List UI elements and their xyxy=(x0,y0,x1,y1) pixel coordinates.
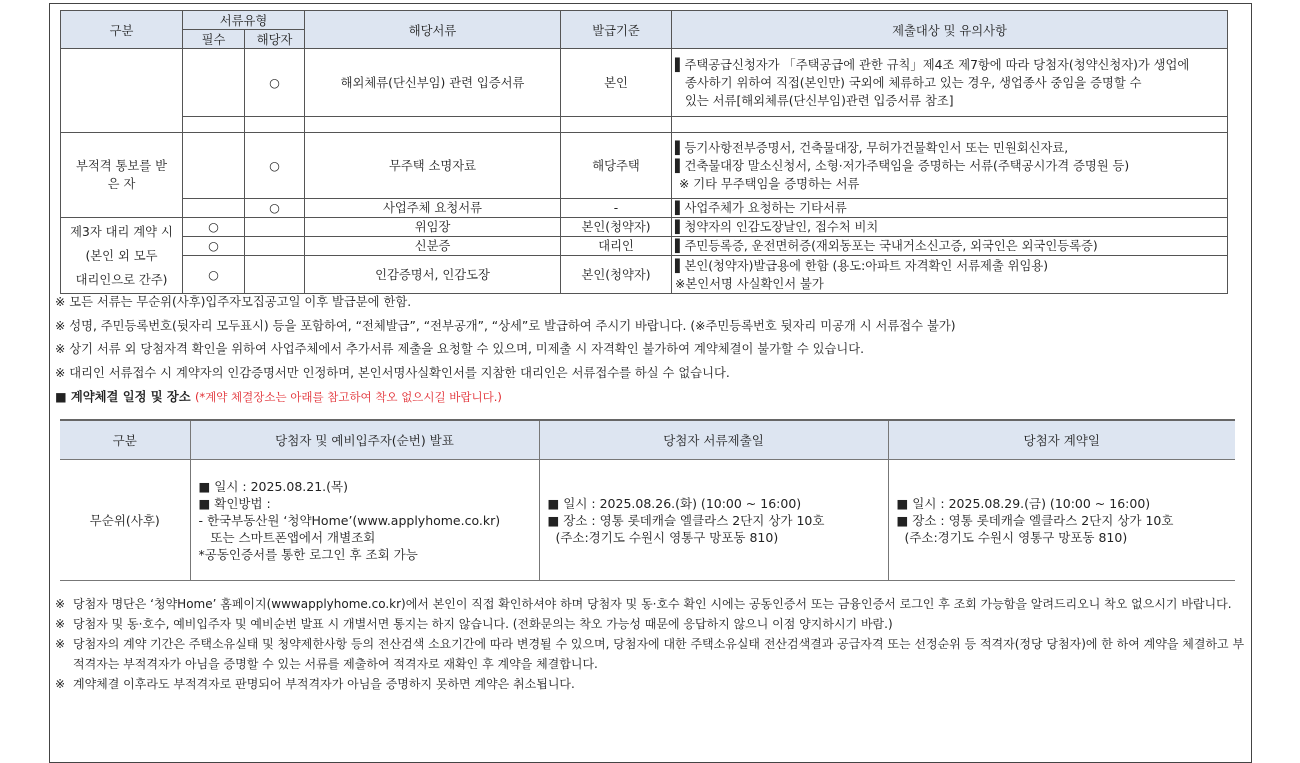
note-line: ※ 상기 서류 외 당첨자격 확인을 위하여 사업주체에서 추가서류 제출을 요청할 수 있으며, 미제출 시 자격확인 불가하여 계약체결이 불가할 수 있습니다. xyxy=(55,342,865,356)
table-row: ○ 신분증 대리인 ▌주민등록증, 운전면허증(재외동포는 국내거소신고증, 외국인은 외국인등록증) xyxy=(61,237,1228,256)
header-issue-basis: 발급기준 xyxy=(561,11,672,49)
required-documents-table xyxy=(60,10,1228,294)
header-notes: 제출대상 및 유의사항 xyxy=(672,11,1228,49)
notes-cell: ▌본인(청약자)발급용에 한함 (용도:아파트 자격확인 서류제출 위임용) ※본인서명 사실확인서 불가 xyxy=(672,256,1228,294)
section-note: (*계약 체결장소는 아래를 참고하여 착오 없으시길 바랍니다.) xyxy=(194,390,502,404)
footnote: ※ 계약체결 이후라도 부적격자로 판명되어 부적격자가 아님을 증명하지 못하면 계약은 취소됩니다. xyxy=(55,677,575,691)
announce-cell: ■ 일시 : 2025.08.21.(목) ■ 확인방법 : - 한국부동산원 ‘청약Home’(www.applyhome.co.kr) 또는 스마트폰앱에서 개별조회 *공동인증서를 통한 로그인 후 조회 가능 xyxy=(190,460,539,581)
header-document: 해당서류 xyxy=(305,11,561,49)
header-category: 구분 xyxy=(61,11,183,49)
table-row: 부적격 통보를 받은 자 ○ 무주택 소명자료 해당주택 ▌등기사항전부증명서, 건축물대장, 무허가건물확인서 또는 민원회신자료, ▌건축물대장 말소신청서, 소형·저가주택임을 증명하는 서류(주택공시가격 증명원 등) ※ 기타 무주택임을 증명하는 서류 xyxy=(61,133,1228,199)
header-doc-type: 서류유형 xyxy=(183,11,305,30)
header-required: 필수 xyxy=(183,30,245,49)
note-line: ※ 대리인 서류접수 시 계약자의 인감증명서만 인정하며, 본인서명사실확인서를 지참한 대리인은 서류접수를 하실 수 없습니다. xyxy=(55,365,730,380)
header-applicable: 해당자 xyxy=(245,30,305,49)
proxy-category: 제3자 대리 계약 시 (본인 외 모두 대리인으로 간주) xyxy=(61,218,183,294)
general-notes xyxy=(55,291,956,385)
footnotes xyxy=(55,594,1250,694)
notes-cell: ▌주택공급신청자가 「주택공급에 관한 규칙」제4조 제7항에 따라 당첨자(청약신청자)가 생업에 종사하기 위하여 직접(본인만) 국외에 체류하고 있는 경우, 생업종사 중임을 증명할 수 있는 서류[해외체류(단신부임)관련 입증서류 참조] xyxy=(672,49,1228,117)
schedule-header: 당첨자 및 예비입주자(순번) 발표 xyxy=(190,420,539,460)
submit-cell: ■ 일시 : 2025.08.26.(화) (10:00 ~ 16:00) ■ 장소 : 영통 롯데캐슬 엘클라스 2단지 상가 10호 (주소:경기도 수원시 영통구 망포동 810) xyxy=(539,460,888,581)
note-line: ※ 성명, 주민등록번호(뒷자리 모두표시) 등을 포함하여, “전체발급”, “전부공개”, “상세”로 발급하여 주시기 바랍니다. (※주민등록번호 뒷자리 미공개 시 서류접수 불가) xyxy=(55,318,956,333)
footnote: ※ 당첨자 및 동·호수, 예비입주자 및 예비순번 발표 시 개별서면 통지는 하지 않습니다. (전화문의는 착오 가능성 때문에 응답하지 않으니 이점 양지하시기 바람.) xyxy=(55,617,893,631)
footnote: ※ 당첨자의 계약 기간은 주택소유실태 및 청약제한사항 등의 전산검색 소요기간에 따라 변경될 수 있으며, 당첨자에 대한 주택소유실태 전산검색결과 공급자격 또는 선정순위 등 적격자(정당 당첨자)에 한 하여 계약을 체결하고 부적격자는 부적격자가 아님을 증명할 수 있는 서류를 제출하여 적격자로 재확인 후 계약을 체결합니다. xyxy=(55,637,1245,671)
note-line: ※ 모든 서류는 무순위(사후)입주자모집공고일 이후 발급분에 한함. xyxy=(55,295,412,309)
table-row: 제3자 대리 계약 시 (본인 외 모두 대리인으로 간주) ○ 위임장 본인(청약자) ▌청약자의 인감도장날인, 접수처 비치 xyxy=(61,218,1228,237)
contract-cell: ■ 일시 : 2025.08.29.(금) (10:00 ~ 16:00) ■ 장소 : 영통 롯데캐슬 엘클라스 2단지 상가 10호 (주소:경기도 수원시 영통구 망포동 810) xyxy=(888,460,1235,581)
notes-cell: ▌등기사항전부증명서, 건축물대장, 무허가건물확인서 또는 민원회신자료, ▌건축물대장 말소신청서, 소형·저가주택임을 증명하는 서류(주택공시가격 증명원 등) ※ 기타 무주택임을 증명하는 서류 xyxy=(672,133,1228,199)
schedule-header: 당첨자 계약일 xyxy=(888,420,1235,460)
footnote: ※ 당첨자 명단은 ‘청약Home’ 홈페이지(wwwapplyhome.co.kr)에서 본인이 직접 확인하셔야 하며 당첨자 및 동·호수 확인 시에는 공동인증서 또는 금융인증서 로그인 후 조회 가능함을 알려드리오니 착오 없으시기 바랍니다. xyxy=(55,597,1232,611)
table-row: ○ 해외체류(단신부임) 관련 입증서류 본인 ▌주택공급신청자가 「주택공급에 관한 규칙」제4조 제7항에 따라 당첨자(청약신청자)가 생업에 종사하기 위하여 직접(본인만) 국외에 체류하고 있는 경우, 생업종사 중임을 증명할 수 있는 서류[해외체류(단신부임)관련 입증서류 참조] xyxy=(61,49,1228,117)
section-heading: ■ 계약체결 일정 및 장소 (*계약 체결장소는 아래를 참고하여 착오 없으시길 바랍니다.) xyxy=(55,390,502,404)
schedule-table xyxy=(60,419,1235,581)
table-row: 무순위(사후) ■ 일시 : 2025.08.21.(목) ■ 확인방법 : - 한국부동산원 ‘청약Home’(www.applyhome.co.kr) 또는 스마트폰앱에서 개별조회 *공동인증서를 통한 로그인 후 조회 가능 ■ 일시 : 2025.08.26.(화) (10:00 ~ 16:00) ■ 장소 : 영통 롯데캐슬 엘클라스 2단지 상가 10호 (주소:경기도 수원시 영통구 망포동 810) ■ 일시 : 2025.08.29.(금) (10:00 ~ 16:00) ■ 장소 : 영통 롯데캐슬 엘클라스 2단지 상가 10호 (주소:경기도 수원시 영통구 망포동 810) xyxy=(60,460,1235,581)
schedule-header: 구분 xyxy=(60,420,190,460)
table-row: ○ 사업주체 요청서류 - ▌사업주체가 요청하는 기타서류 xyxy=(61,199,1228,218)
schedule-header: 당첨자 서류제출일 xyxy=(539,420,888,460)
table-row: ○ 인감증명서, 인감도장 본인(청약자) ▌본인(청약자)발급용에 한함 (용도:아파트 자격확인 서류제출 위임용) ※본인서명 사실확인서 불가 xyxy=(61,256,1228,294)
